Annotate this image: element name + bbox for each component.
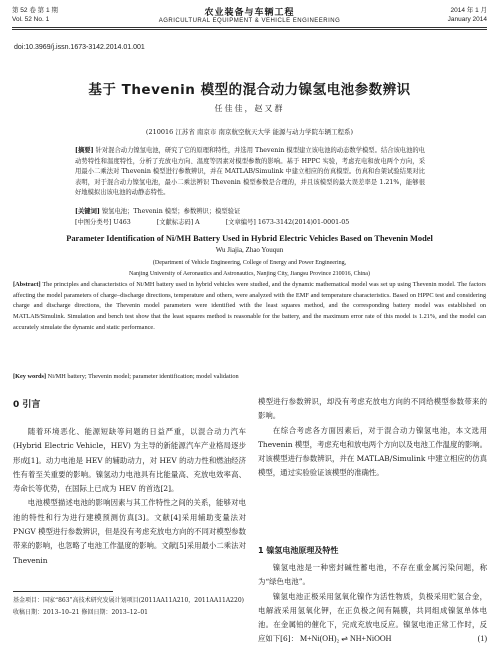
classification-line	[75, 218, 425, 229]
right-paragraph-4: 镍氢电池正极采用氢氧化镍作为活性物质，负极采用贮氢合金，电解液采用氢氧化钾，在正负极之间有隔膜，共同组成镍氢单体电池。在金属铂的催化下，完成充放电反应。镍氢电池正常工作时，反应如下[6]：	[258, 591, 487, 644]
intro-paragraph-2: 电池模型描述电池的影响因素与其工作特性之间的关系，能够对电池的特性和行为进行建模预测仿真[3]。文献[4]采用辅助变量法对 PNGV 模型进行参数辨识，但是没有考虑充放电方向的不同对模型参数带来的影响，也忽略了电池工作温度的影响。文献[5]采用最小二乘法对 Thevenin	[13, 498, 246, 565]
en-abstract-text: The principles and characteristics of Ni/MH battery used in hybrid vehicles were studied, and the dynamic mathematical model was set up using Thevenin model. The factors affecting the model parameters of charge–discharge directions, temperature and others, were analyzed with the EMF and temperature characteristics. Based on HPPC test and considering charge and discharge directions, the Thevenin model parameters were identified with the least squares method, and the corresponding battery model was established on MATLAB/Simulink. Simulation and bench test show that the least squares method is reasonable for the battery, and the maximum error rate of this model is 1.21%, and the model can accurately simulate the dynamic and static performance.	[13, 281, 486, 331]
abstract-en	[13, 280, 486, 334]
volume-cn: 第 52 卷 第 1 期	[12, 7, 58, 14]
date-cn: 2014 年 1 月	[450, 7, 487, 14]
authors: 任佳佳，赵又群	[214, 104, 285, 113]
keywords-en	[13, 372, 486, 383]
abstract-label: [摘要]	[75, 147, 94, 154]
header-rule-thin	[12, 29, 487, 30]
article-number: [文章编号] 1673-3142(2014)01-0001-05	[225, 219, 350, 226]
keywords-label: [关键词]	[75, 208, 100, 215]
journal-name-en: AGRICULTURAL EQUIPMENT & VEHICLE ENGINEERING	[158, 18, 341, 24]
volume-en: Vol. 52 No. 1	[12, 16, 50, 23]
doi[interactable]: doi:10.3969/j.issn.1673-3142.2014.01.001	[14, 44, 145, 51]
right-paragraph-1: 模型进行参数辨识，却没有考虑充放电方向的不同给模型参数带来的影响。	[258, 397, 487, 421]
footnote	[13, 595, 246, 619]
document-code: [文献标志码] A	[156, 219, 200, 226]
keywords-cn	[75, 207, 425, 218]
abstract-text: 针对混合动力镍氢电池，研究了它的原理和特性，并选用 Thevenin 模型建立该电池的动态数学模型。结合该电池的电动势特性和温度特性，分析了充放电方向、温度等因素对模型参数的影响。基于 HPPC 实验，考虑充电和放电两个方向，采用最小二乘法对 Thevenin 模型进行参数辨识，并在 MATLAB/Simulink 中建立相应的仿真模型。仿真和台架试验结果对比表明，对于混合动力镍氢电池，最小二乘法辨识 Thevenin 模型参数是合理的，并且该模型的最大误差率是 1.21%，能够很好地模拟出该电池的动静态特性。	[75, 147, 425, 197]
right-column	[258, 395, 487, 481]
clc-number: [中图分类号] U463	[75, 219, 131, 226]
section-heading-1: 1 镍氢电池原理及特性	[258, 546, 339, 555]
right-paragraph-3: 镍氢电池是一种密封碱性蓄电池，不存在重金属污染问题，称为“绿色电池”。	[258, 563, 487, 587]
date-en: January 2014	[447, 16, 487, 23]
en-affil-line-2: Nanjing University of Aeronautics and Astronautics, Nanjing City, Jiangsu Province 210016, China)	[129, 271, 370, 277]
affiliation: (210016 江苏省 南京市 南京航空航天大学 能源与动力学院车辆工程系)	[145, 128, 354, 136]
en-keywords-label: [Key words]	[13, 373, 47, 380]
en-keywords-text: Ni/MH battery; Thevenin model; parameter identification; model validation	[47, 373, 239, 380]
en-abstract-label: [Abstract]	[13, 281, 41, 288]
right-paragraph-2: 在综合考虑各方面因素后，对于混合动力镍氢电池，本文选用 Thevenin 模型，考虑充电和放电两个方向以及电池工作温度的影响。对该模型进行参数辨识，并在 MATLAB/Simulink 中建立相应的仿真模型，通过实验验证该模型的准确性。	[258, 425, 488, 478]
equation-number: (1)	[477, 634, 487, 643]
header-rule	[12, 27, 487, 28]
journal-name	[0, 5, 499, 24]
keywords-text: 镍氢电池；Thevenin 模型；参数辨识；模型验证	[101, 208, 241, 215]
journal-name-cn: 农业装备与车辆工程	[204, 8, 295, 18]
equation-text: M+Ni(OH)₂ ⇌ NH+NiOOH	[300, 634, 392, 643]
equation-1	[300, 634, 487, 643]
intro-paragraph-1: 随着环境恶化、能源短缺等问题的日益严重，以混合动力汽车 (Hybrid Electric Vehicle，HEV) 为主导的新能源汽车产业格局逐步形成[1]。动力电池是 HEV 的辅助动力，对 HEV 的动力性和燃油经济性有着至关重要的影响。镍氢动力电池具有比能量高、充放电效率高、寿命长等优势，在国际上已成为 HEV 的首选[2]。	[13, 427, 246, 494]
en-affil-line-1: (Department of Vehicle Engineering, College of Energy and Power Engineering,	[152, 260, 347, 266]
en-title: Parameter Identification of Ni/MH Battery Used in Hybrid Electric Vehicles Based on Thevenin Model	[66, 234, 433, 243]
paper-title: 基于 Thevenin 模型的混合动力镍氢电池参数辨识	[88, 82, 411, 98]
en-authors: Wu Jiajia, Zhao Youqun	[215, 246, 284, 254]
journal-date	[448, 6, 487, 24]
footnote-rule	[13, 591, 113, 592]
received-dates: 收稿日期：2013–10–21 修回日期：2013–12–01	[13, 609, 148, 616]
en-affiliation	[0, 258, 499, 280]
left-column	[13, 425, 246, 568]
abstract-cn	[75, 146, 425, 199]
section-heading-intro: 0 引言	[13, 400, 41, 410]
fund-note: 基金项目：国家“863”高技术研究发展计划项目(2011AA11A210，2011AA11A220)	[13, 597, 244, 604]
